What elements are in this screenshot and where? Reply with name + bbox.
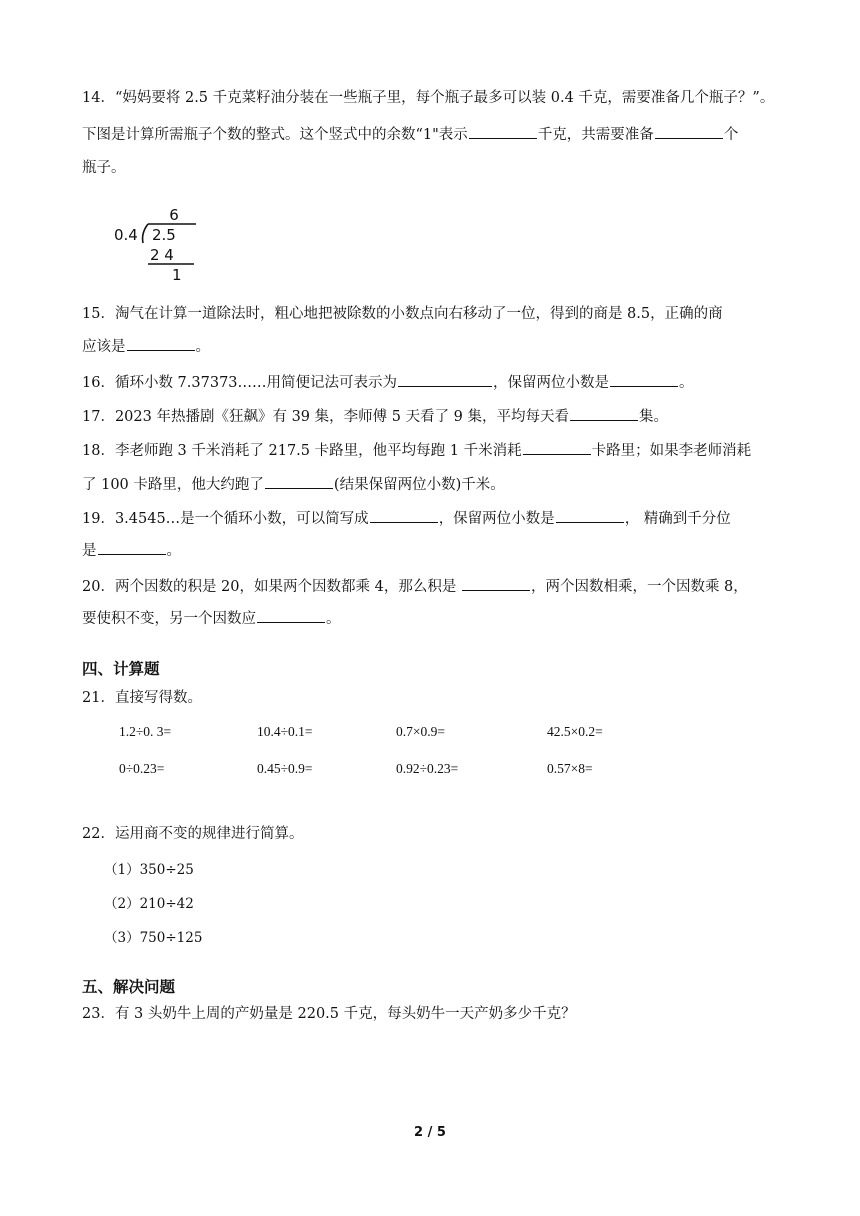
q15-line2 bbox=[82, 336, 210, 357]
q16-line bbox=[82, 372, 694, 393]
q22-item: （3）750÷125 bbox=[104, 930, 203, 946]
q19-text-1c: ， 精确到千分位 bbox=[624, 511, 731, 527]
section-heading-calc: 四、计算题 bbox=[82, 660, 160, 678]
answer-blank[interactable] bbox=[370, 508, 438, 523]
q21-problem: 10.4÷0.1= bbox=[257, 724, 313, 739]
answer-blank[interactable] bbox=[462, 576, 530, 591]
q15-text-2b: 。 bbox=[195, 339, 210, 355]
q22-title: 22．运用商不变的规律进行简算。 bbox=[82, 826, 304, 842]
q21-problem: 1.2÷0. 3= bbox=[119, 724, 172, 739]
answer-blank[interactable] bbox=[265, 474, 333, 489]
answer-blank[interactable] bbox=[127, 336, 195, 351]
division-divisor: 0.4 bbox=[114, 226, 138, 244]
q18-line1 bbox=[82, 440, 751, 461]
division-dividend: 2.5 bbox=[152, 226, 176, 244]
q22-item: （2）210÷42 bbox=[104, 896, 194, 912]
q19-text-2b: 。 bbox=[166, 543, 181, 559]
q18-text-2b: (结果保留两位小数)千米。 bbox=[333, 477, 505, 493]
q17-text-b: 集。 bbox=[639, 409, 669, 425]
q17-text-a: 17．2023 年热播剧《狂飙》有 39 集，李师傅 5 天看了 9 集，平均每天看 bbox=[82, 409, 570, 425]
q14-line1 bbox=[82, 88, 774, 108]
long-division-figure bbox=[110, 202, 202, 284]
q16-text-a: 16．循环小数 7.37373……用简便记法可表示为 bbox=[82, 375, 398, 391]
q15-line1 bbox=[82, 304, 723, 324]
division-quotient: 6 bbox=[169, 206, 179, 224]
q21-problem: 0.45÷0.9= bbox=[257, 761, 313, 776]
q19-line1 bbox=[82, 508, 731, 529]
q17-line bbox=[82, 406, 668, 427]
q18-text-2a: 了 100 卡路里，他大约跑了 bbox=[82, 477, 264, 493]
q18-text-1a: 18．李老师跑 3 千米消耗了 217.5 卡路里，他平均每跑 1 千米消耗 bbox=[82, 443, 522, 459]
q20-text-1a: 20．两个因数的积是 20，如果两个因数都乘 4，那么积是 bbox=[82, 579, 461, 595]
answer-blank[interactable] bbox=[523, 440, 591, 455]
section-heading-problems: 五、解决问题 bbox=[82, 978, 176, 996]
answer-blank[interactable] bbox=[98, 540, 166, 555]
q23-text: 23．有 3 头奶牛上周的产奶量是 220.5 千克，每头奶牛一天产奶多少千克？ bbox=[82, 1006, 576, 1022]
q18-line2 bbox=[82, 474, 505, 495]
division-remainder: 1 bbox=[172, 266, 182, 284]
answer-blank[interactable] bbox=[655, 124, 723, 139]
q19-text-2a: 是 bbox=[82, 543, 97, 559]
q20-text-1b: ，两个因数相乘，一个因数乘 8， bbox=[530, 579, 748, 595]
q14-text-2a: 下图是计算所需瓶子个数的整式。这个竖式中的余数“1"表示 bbox=[82, 127, 468, 143]
answer-blank[interactable] bbox=[610, 372, 678, 387]
q21-problem: 0.57×8= bbox=[547, 761, 593, 776]
q21-title: 21．直接写得数。 bbox=[82, 690, 202, 706]
q21-problem: 0.92÷0.23= bbox=[396, 761, 459, 776]
q21-problem: 0.7×0.9= bbox=[396, 724, 445, 739]
q14-line3 bbox=[82, 158, 126, 178]
q19-text-1a: 19．3.4545…是一个循环小数，可以简写成 bbox=[82, 511, 369, 527]
page-number: 2 / 5 bbox=[414, 1125, 446, 1140]
q14-text-2c: 个 bbox=[723, 127, 739, 143]
answer-blank[interactable] bbox=[556, 508, 624, 523]
answer-blank[interactable] bbox=[257, 608, 325, 623]
q18-text-1b: 卡路里；如果李老师消耗 bbox=[591, 443, 752, 459]
answer-blank[interactable] bbox=[469, 124, 537, 139]
q14-text-1: 14．“妈妈要将 2.5 千克菜籽油分装在一些瓶子里，每个瓶子最多可以装 0.4 千克，需要准备几个瓶子？”。 bbox=[82, 90, 775, 106]
q20-line1 bbox=[82, 576, 748, 597]
q20-line2 bbox=[82, 608, 341, 629]
answer-blank[interactable] bbox=[398, 372, 492, 387]
q15-text-2a: 应该是 bbox=[82, 339, 126, 355]
q15-text-1: 15．淘气在计算一道除法时，粗心地把被除数的小数点向右移动了一位，得到的商是 8.5，正确的商 bbox=[82, 306, 723, 322]
q21-problem: 42.5×0.2= bbox=[547, 724, 603, 739]
q19-line2 bbox=[82, 540, 181, 561]
division-product: 2 4 bbox=[150, 246, 174, 264]
q14-line2 bbox=[82, 124, 738, 145]
q14-text-2b: 千克，共需要准备 bbox=[537, 127, 654, 143]
q20-text-2b: 。 bbox=[326, 611, 341, 627]
q16-text-b: ，保留两位小数是 bbox=[493, 375, 610, 391]
q19-text-1b: ，保留两位小数是 bbox=[438, 511, 555, 527]
q16-text-c: 。 bbox=[679, 375, 694, 391]
q20-text-2a: 要使积不变，另一个因数应 bbox=[82, 611, 256, 627]
q22-item: （1）350÷25 bbox=[104, 862, 194, 878]
q14-text-3: 瓶子。 bbox=[82, 160, 126, 176]
q21-problem: 0÷0.23= bbox=[119, 761, 165, 776]
answer-blank[interactable] bbox=[570, 406, 638, 421]
division-bracket bbox=[143, 224, 148, 243]
